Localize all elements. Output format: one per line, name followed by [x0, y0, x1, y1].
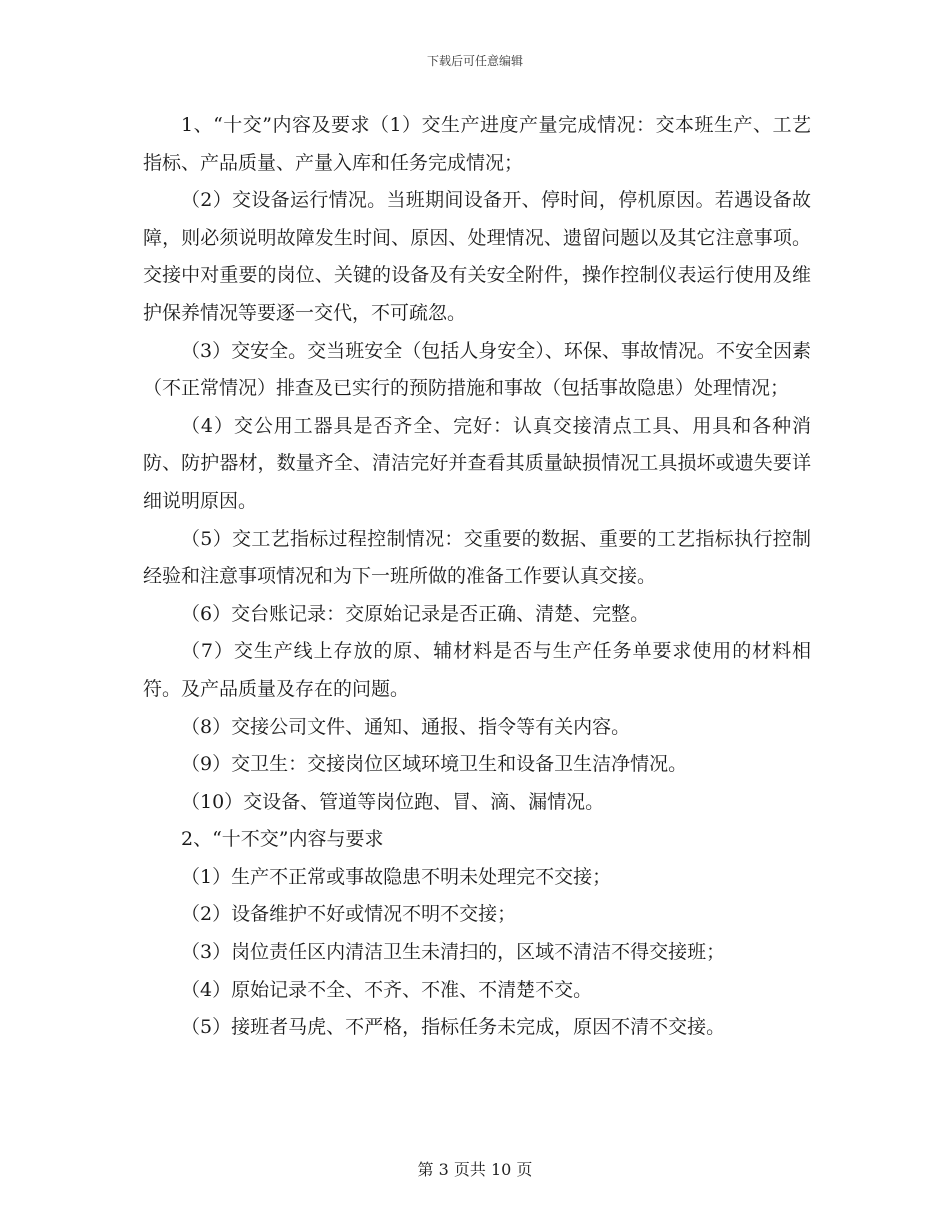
paragraph-4: （4）交公用工器具是否齐全、完好：认真交接清点工具、用具和各种消防、防护器材，数量齐全、清洁完好并查看其质量缺损情况工具损坏或遗失要详细说明原因。 — [143, 414, 811, 512]
section-heading-2: 2、“十不交”内容与要求 — [181, 828, 384, 851]
paragraph-12: （2）设备维护不好或情况不明不交接； — [181, 903, 517, 926]
paragraph-3: （3）交安全。交当班安全（包括人身安全）、环保、事故情况。不安全因素（不正常情况）排查及已实行的预防措施和事故（包括事故隐患）处理情况； — [143, 339, 811, 400]
paragraph-14: （4）原始记录不全、不齐、不准、不清楚不交。 — [181, 978, 593, 1001]
document-body — [143, 107, 811, 1047]
paragraph-2: （2）交设备运行情况。当班期间设备开、停时间，停机原因。若遇设备故障，则必须说明故障发生时间、原因、处理情况、遗留问题以及其它注意事项。交接中对重要的岗位、关键的设备及有关安全附件，操作控制仪表运行使用及维护保养情况等要逐一交代，不可疏忽。 — [143, 189, 811, 324]
paragraph-13: （3）岗位责任区内清洁卫生未清扫的，区域不清洁不得交接班； — [181, 941, 726, 964]
page-header: 下载后可任意编辑 — [426, 54, 523, 68]
paragraph-8: （8）交接公司文件、通知、通报、指令等有关内容。 — [181, 715, 631, 738]
paragraph-9: （9）交卫生：交接岗位区域环境卫生和设备卫生洁净情况。 — [181, 753, 688, 776]
paragraph-10: （10）交设备、管道等岗位跑、冒、滴、漏情况。 — [181, 790, 605, 813]
paragraph-11: （1）生产不正常或事故隐患不明未处理完不交接； — [181, 865, 612, 888]
paragraph-15: （5）接班者马虎、不严格，指标任务未完成，原因不清不交接。 — [181, 1016, 726, 1039]
paragraph-1: 1、“十交”内容及要求（1）交生产进度产量完成情况：交本班生产、工艺指标、产品质量、产量入库和任务完成情况； — [143, 114, 811, 174]
paragraph-7: （7）交生产线上存放的原、辅材料是否与生产任务单要求使用的材料相符。及产品质量及存在的问题。 — [143, 640, 811, 700]
paragraph-6: （6）交台账记录：交原始记录是否正确、清楚、完整。 — [181, 602, 650, 625]
paragraph-5: （5）交工艺指标过程控制情况：交重要的数据、重要的工艺指标执行控制经验和注意事项情况和为下一班所做的准备工作要认真交接。 — [143, 527, 811, 588]
page-footer: 第 3 页共 10 页 — [417, 1160, 533, 1179]
